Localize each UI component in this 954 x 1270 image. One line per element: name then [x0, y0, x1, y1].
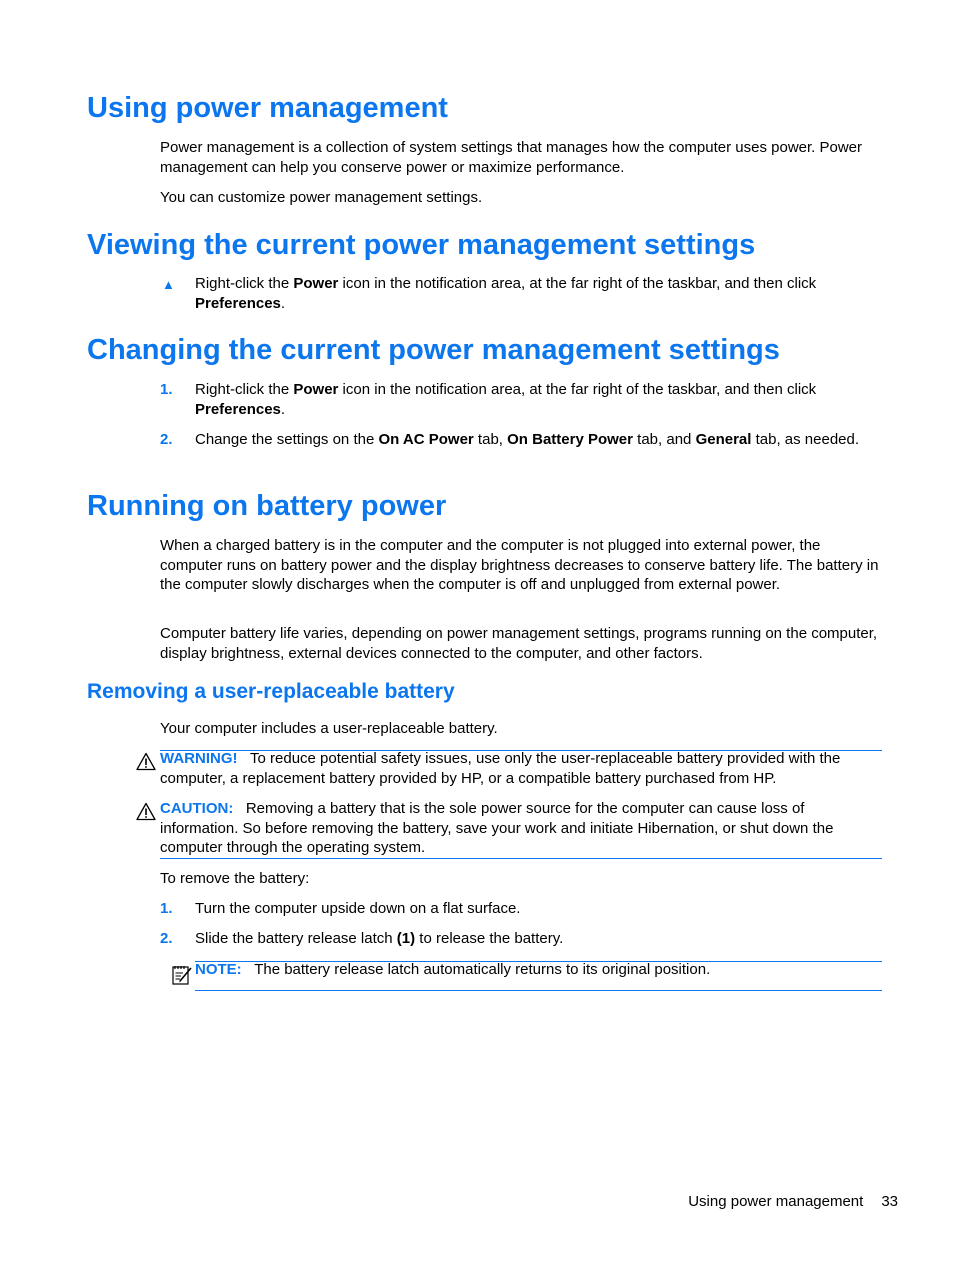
power-management-intro: Power management is a collection of system settings that manages how the computer uses power. Power management can help you conserve power or maximize performance.: [160, 139, 863, 176]
warning-triangle-icon: [136, 802, 156, 821]
changing-step-2: Change the settings on the On AC Power tab, On Battery Power tab, and General tab, as needed.: [195, 431, 860, 448]
battery-paragraph-2: Computer battery life varies, depending on power management settings, programs running on the computer, display brightness, external devices connected to the computer, and other factors.: [160, 625, 878, 662]
heading-changing-settings: Changing the current power management settings: [87, 334, 780, 366]
removing-intro: Your computer includes a user-replaceable battery.: [160, 720, 498, 737]
page-number: 33: [881, 1193, 898, 1210]
step-number: 1.: [160, 900, 173, 917]
caution-text: Removing a battery that is the sole power source for the computer can cause loss of information. So before removing the battery, save your work and initiate Hibernation, or shut down the computer through the operating system.: [160, 800, 834, 856]
warning-triangle-icon: [136, 752, 156, 771]
caution-callout: [160, 799, 882, 858]
heading-viewing-settings: Viewing the current power management settings: [87, 229, 756, 261]
caution-bottom-rule: [160, 858, 882, 859]
step-number: 2.: [160, 431, 173, 448]
heading-using-power-management: Using power management: [87, 92, 448, 124]
removing-step-1: Turn the computer upside down on a flat surface.: [195, 900, 521, 917]
step-number: 2.: [160, 930, 173, 947]
note-label: NOTE:: [195, 961, 242, 978]
heading-removing-battery: Removing a user-replaceable battery: [87, 680, 455, 703]
note-bottom-rule: [195, 990, 882, 991]
note-callout: [195, 960, 882, 980]
step-bullet-marker: ▲: [162, 277, 175, 292]
battery-paragraph-1: When a charged battery is in the computer and the computer is not plugged into external power, the computer runs on battery power and the display brightness decreases to conserve battery life. The battery in the computer slowly discharges when the computer is off and unplugged from external power.: [160, 537, 879, 593]
warning-text: To reduce potential safety issues, use only the user-replaceable battery provided with the computer, a replacement battery provided by HP, or a compatible battery purchased from HP.: [160, 750, 841, 787]
step-number: 1.: [160, 381, 173, 398]
heading-running-on-battery: Running on battery power: [87, 490, 447, 522]
changing-step-1: Right-click the Power icon in the notification area, at the far right of the taskbar, and then click Preferences.: [195, 381, 817, 418]
warning-callout: [160, 749, 882, 788]
footer-title: Using power management: [688, 1193, 864, 1210]
page-footer: [600, 1192, 898, 1211]
viewing-step: Right-click the Power icon in the notification area, at the far right of the taskbar, and then click Preferences.: [195, 275, 817, 312]
warning-label: WARNING!: [160, 750, 238, 767]
note-pad-icon: [171, 963, 193, 985]
to-remove-text: To remove the battery:: [160, 870, 310, 887]
removing-step-2: Slide the battery release latch (1) to release the battery.: [195, 930, 564, 947]
customize-settings-text: You can customize power management settings.: [160, 189, 483, 206]
note-text: The battery release latch automatically returns to its original position.: [254, 961, 711, 978]
caution-label: CAUTION:: [160, 800, 234, 817]
